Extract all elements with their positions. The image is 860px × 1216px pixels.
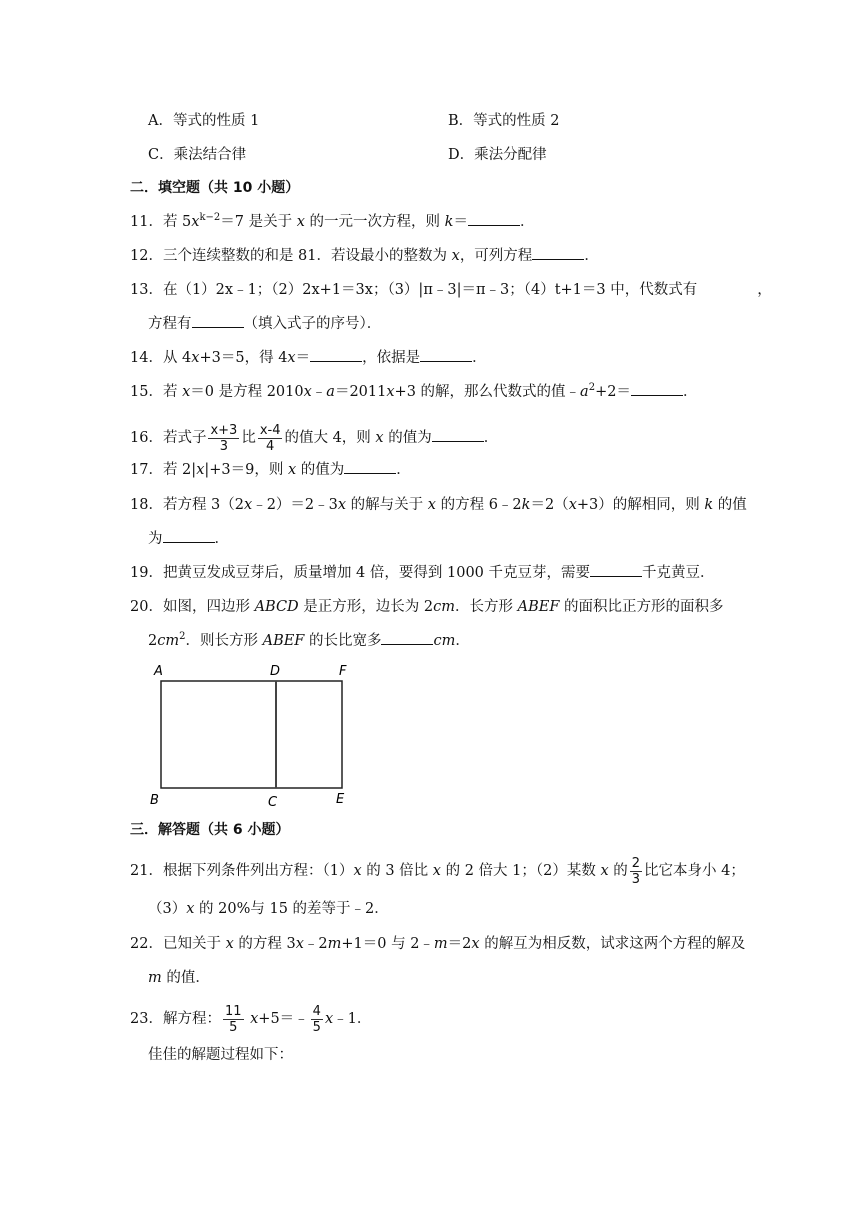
question-15: 15．若 x＝0 是方程 2010x﹣a＝2011x+3 的解，那么代数式的值$﹣a^2+2=$ ． <box>130 382 698 400</box>
question-14: 14．从 4x+3＝5，得 4x＝ ，依据是 ． <box>130 347 487 369</box>
question-18-line2: 为 ． <box>148 528 229 550</box>
answer-blank <box>468 211 520 226</box>
vertex-label-c: C <box>268 795 278 808</box>
question-22: 22．已知关于 x 的方程 3x﹣2m+1＝0 与 2﹣m＝2x 的解互为相反数，试求这两个方程的解及 <box>130 936 746 952</box>
option-a: A．等式的性质 1 <box>148 113 260 129</box>
question-17: 17．若 2|x|+3＝9，则 x 的值为 ． <box>130 459 411 481</box>
vertex-label-e: E <box>336 792 345 807</box>
section-heading-answer: 三．解答题（共 6 小题） <box>130 822 290 838</box>
question-11: 11．若 $5x^{k-2}=7$ 是关于 x 的一元一次方程，则 k＝ ． <box>130 212 535 230</box>
section-heading-fill-in: 二．填空题（共 10 小题） <box>130 180 300 196</box>
question-20-line2: $2cm^2$．则长方形 ABEF 的长比宽多 cm． <box>148 631 470 649</box>
answer-blank <box>381 630 433 645</box>
answer-blank <box>590 562 642 577</box>
option-b: B．等式的性质 2 <box>448 113 560 129</box>
answer-blank <box>631 381 683 396</box>
vertex-label-f: F <box>339 664 347 679</box>
fraction-four-fifths: $\frac{4}{5}$ <box>312 1003 321 1035</box>
question-16: 16．若式子 $\frac{x+3}{3}$ 比 $\frac{x-4}{4}$ 的值大 4，则 x 的值为 ． <box>130 422 499 454</box>
question-13-line2: 方程有 （填入式子的序号）． <box>148 313 381 335</box>
option-d: D．乘法分配律 <box>448 147 547 163</box>
question-23: 23．解方程： $\frac{11}{5}$ x+5＝﹣ $\frac{4}{5}$ x﹣1． <box>130 1003 372 1035</box>
question-12: 12．三个连续整数的和是 81．若设最小的整数为 x，可列方程 ． <box>130 245 599 267</box>
answer-blank <box>163 528 215 543</box>
question-18: 18．若方程 3（2x﹣2）＝2﹣3x 的解与关于 x 的方程 6﹣2k＝2（x+3）的解相同，则 k 的值 <box>130 497 747 513</box>
rectangle-abef <box>161 681 342 788</box>
question-13: 13．在（1）2x﹣1；（2）2x+1＝3x；（3）|π﹣3|＝π﹣3；（4）t+1＝3 中，代数式有 ， <box>130 282 772 298</box>
vertex-label-d: D <box>270 664 281 679</box>
question-22-line2: m 的值． <box>148 970 210 986</box>
answer-blank <box>192 313 244 328</box>
answer-blank <box>344 459 396 474</box>
fraction-x-minus-4-over-4: $\frac{x-4}{4}$ <box>259 422 281 454</box>
answer-blank <box>420 347 472 362</box>
fraction-eleven-fifths: $\frac{11}{5}$ <box>224 1003 242 1035</box>
answer-blank <box>532 245 584 260</box>
option-c: C．乘法结合律 <box>148 147 247 163</box>
answer-blank <box>432 427 484 442</box>
answer-blank <box>310 347 362 362</box>
question-23-line2: 佳佳的解题过程如下： <box>148 1047 293 1063</box>
square-rectangle-figure <box>145 660 355 808</box>
question-21-line2: （3）x 的 20%与 15 的差等于﹣2． <box>148 901 389 917</box>
fraction-two-thirds: $\frac{2}{3}$ <box>631 855 641 887</box>
fraction-x-plus-3-over-3: $\frac{x+3}{3}$ <box>210 422 238 454</box>
question-21: 21．根据下列条件列出方程：（1）x 的 3 倍比 x 的 2 倍大 1；（2）某数 x 的 $\frac{2}{3}$ 比它本身小 4； <box>130 855 745 887</box>
vertex-label-a: A <box>154 664 163 679</box>
question-20: 20．如图，四边形 ABCD 是正方形，边长为 2cm．长方形 ABEF 的面积比正方形的面积多 <box>130 599 724 615</box>
question-19: 19．把黄豆发成豆芽后，质量增加 4 倍，要得到 1000 千克豆芽，需要 千克黄豆． <box>130 562 715 584</box>
vertex-label-b: B <box>150 793 159 808</box>
